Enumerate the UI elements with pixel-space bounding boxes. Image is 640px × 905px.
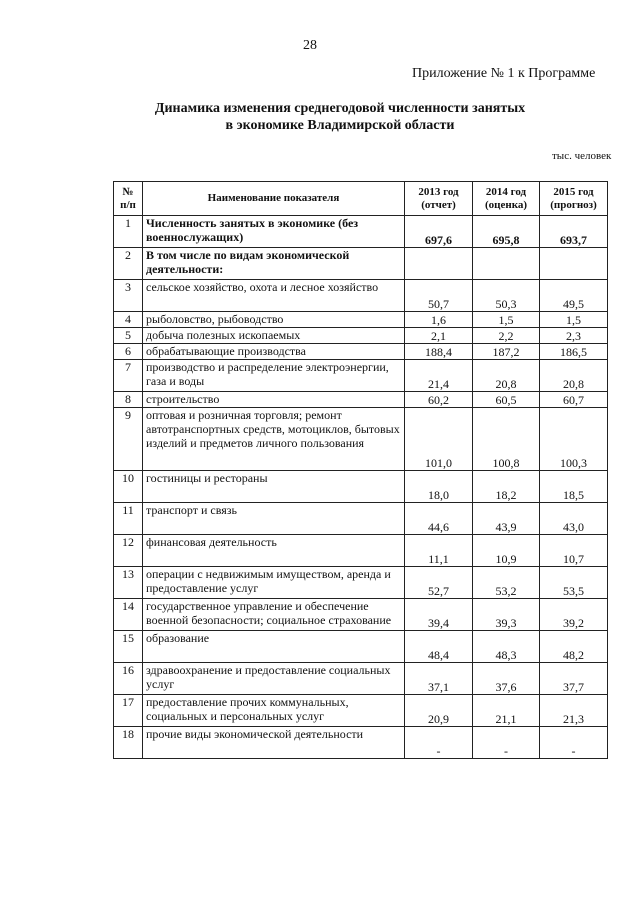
table-row	[114, 727, 608, 759]
row-number: 15	[114, 631, 143, 663]
value-2015	[540, 248, 608, 280]
row-name: строительство	[143, 392, 405, 408]
table-header-row	[114, 182, 608, 216]
table-row	[114, 344, 608, 360]
value-2014: 2,2	[473, 328, 540, 344]
row-number: 5	[114, 328, 143, 344]
row-name: здравоохранение и предоставление социальных услуг	[143, 663, 405, 695]
row-number: 9	[114, 408, 143, 471]
table-row	[114, 599, 608, 631]
row-name: В том числе по видам экономической деятельности:	[143, 248, 405, 280]
row-number: 8	[114, 392, 143, 408]
appendix-label: Приложение № 1 к Программе	[412, 66, 596, 81]
value-2015: 2,3	[540, 328, 608, 344]
value-2015: -	[540, 727, 608, 759]
header-2014-line2: (оценка)	[484, 198, 528, 211]
row-name: обрабатывающие производства	[143, 344, 405, 360]
row-number: 14	[114, 599, 143, 631]
title-line-2: в экономике Владимирской области	[225, 118, 455, 133]
value-2013: 39,4	[405, 599, 473, 631]
row-name: финансовая деятельность	[143, 535, 405, 567]
header-2015-line2: (прогноз)	[550, 198, 597, 211]
row-name: образование	[143, 631, 405, 663]
table-row	[114, 471, 608, 503]
table-row	[114, 408, 608, 471]
table-row	[114, 392, 608, 408]
row-name: гостиницы и рестораны	[143, 471, 405, 503]
value-2013: 101,0	[405, 408, 473, 471]
document-title	[130, 100, 550, 134]
row-number: 4	[114, 312, 143, 328]
header-2013	[405, 182, 473, 216]
header-name: Наименование показателя	[143, 182, 405, 216]
table-row	[114, 328, 608, 344]
header-num-line1: №	[122, 185, 134, 198]
value-2013: 1,6	[405, 312, 473, 328]
table-row	[114, 280, 608, 312]
row-number: 1	[114, 216, 143, 248]
value-2013: 11,1	[405, 535, 473, 567]
value-2013: 20,9	[405, 695, 473, 727]
value-2015: 60,7	[540, 392, 608, 408]
value-2013	[405, 248, 473, 280]
value-2015: 10,7	[540, 535, 608, 567]
value-2014: 18,2	[473, 471, 540, 503]
value-2014: 21,1	[473, 695, 540, 727]
value-2013: 52,7	[405, 567, 473, 599]
value-2015: 186,5	[540, 344, 608, 360]
table-row	[114, 216, 608, 248]
value-2015: 100,3	[540, 408, 608, 471]
row-number: 12	[114, 535, 143, 567]
value-2014: 60,5	[473, 392, 540, 408]
value-2013: 48,4	[405, 631, 473, 663]
header-num	[114, 182, 143, 216]
row-number: 16	[114, 663, 143, 695]
value-2013: 188,4	[405, 344, 473, 360]
value-2014: 50,3	[473, 280, 540, 312]
value-2013: 21,4	[405, 360, 473, 392]
table-row	[114, 695, 608, 727]
value-2015: 18,5	[540, 471, 608, 503]
row-name: транспорт и связь	[143, 503, 405, 535]
employment-table	[113, 181, 608, 759]
row-name: добыча полезных ископаемых	[143, 328, 405, 344]
row-name: рыболовство, рыбоводство	[143, 312, 405, 328]
row-number: 13	[114, 567, 143, 599]
table-row	[114, 663, 608, 695]
value-2015: 20,8	[540, 360, 608, 392]
value-2013: 44,6	[405, 503, 473, 535]
row-number: 10	[114, 471, 143, 503]
value-2014	[473, 248, 540, 280]
row-number: 17	[114, 695, 143, 727]
value-2014: 48,3	[473, 631, 540, 663]
table-row	[114, 248, 608, 280]
row-name: Численность занятых в экономике (без военнослужащих)	[143, 216, 405, 248]
value-2015: 48,2	[540, 631, 608, 663]
header-2014-line1: 2014 год	[485, 185, 527, 198]
row-name: предоставление прочих коммунальных, социальных и персональных услуг	[143, 695, 405, 727]
row-name: операции с недвижимым имуществом, аренда и предоставление услуг	[143, 567, 405, 599]
value-2013: 37,1	[405, 663, 473, 695]
value-2015: 39,2	[540, 599, 608, 631]
row-name: государственное управление и обеспечение военной безопасности; социальное страхование	[143, 599, 405, 631]
value-2014: -	[473, 727, 540, 759]
header-2015-line1: 2015 год	[553, 185, 594, 198]
value-2014: 53,2	[473, 567, 540, 599]
value-2013: -	[405, 727, 473, 759]
value-2014: 20,8	[473, 360, 540, 392]
value-2014: 39,3	[473, 599, 540, 631]
row-number: 7	[114, 360, 143, 392]
value-2013: 18,0	[405, 471, 473, 503]
value-2015: 37,7	[540, 663, 608, 695]
header-2013-line1: 2013 год	[418, 185, 459, 198]
row-number: 2	[114, 248, 143, 280]
value-2014: 187,2	[473, 344, 540, 360]
value-2014: 1,5	[473, 312, 540, 328]
header-2015	[540, 182, 608, 216]
row-name: сельское хозяйство, охота и лесное хозяйство	[143, 280, 405, 312]
value-2015: 1,5	[540, 312, 608, 328]
row-number: 11	[114, 503, 143, 535]
title-line-1: Динамика изменения среднегодовой численности занятых	[154, 101, 526, 116]
row-number: 3	[114, 280, 143, 312]
row-number: 6	[114, 344, 143, 360]
row-number: 18	[114, 727, 143, 759]
value-2014: 695,8	[473, 216, 540, 248]
table-row	[114, 567, 608, 599]
value-2015: 693,7	[540, 216, 608, 248]
table-row	[114, 535, 608, 567]
value-2014: 43,9	[473, 503, 540, 535]
row-name: производство и распределение электроэнергии, газа и воды	[143, 360, 405, 392]
value-2015: 53,5	[540, 567, 608, 599]
value-2013: 2,1	[405, 328, 473, 344]
row-name: оптовая и розничная торговля; ремонт автотранспортных средств, мотоциклов, бытовых изделий и предметов личного пользования	[143, 408, 405, 471]
header-2013-line2: (отчет)	[421, 198, 456, 211]
table-row	[114, 360, 608, 392]
table-row	[114, 631, 608, 663]
value-2015: 21,3	[540, 695, 608, 727]
page-number: 28	[303, 38, 317, 53]
value-2015: 43,0	[540, 503, 608, 535]
unit-label: тыс. человек	[552, 150, 612, 162]
table-row	[114, 312, 608, 328]
value-2014: 100,8	[473, 408, 540, 471]
table-row	[114, 503, 608, 535]
row-name: прочие виды экономической деятельности	[143, 727, 405, 759]
value-2013: 60,2	[405, 392, 473, 408]
value-2013: 697,6	[405, 216, 473, 248]
value-2013: 50,7	[405, 280, 473, 312]
value-2015: 49,5	[540, 280, 608, 312]
header-2014	[473, 182, 540, 216]
header-num-line2: п/п	[120, 198, 136, 211]
value-2014: 37,6	[473, 663, 540, 695]
value-2014: 10,9	[473, 535, 540, 567]
